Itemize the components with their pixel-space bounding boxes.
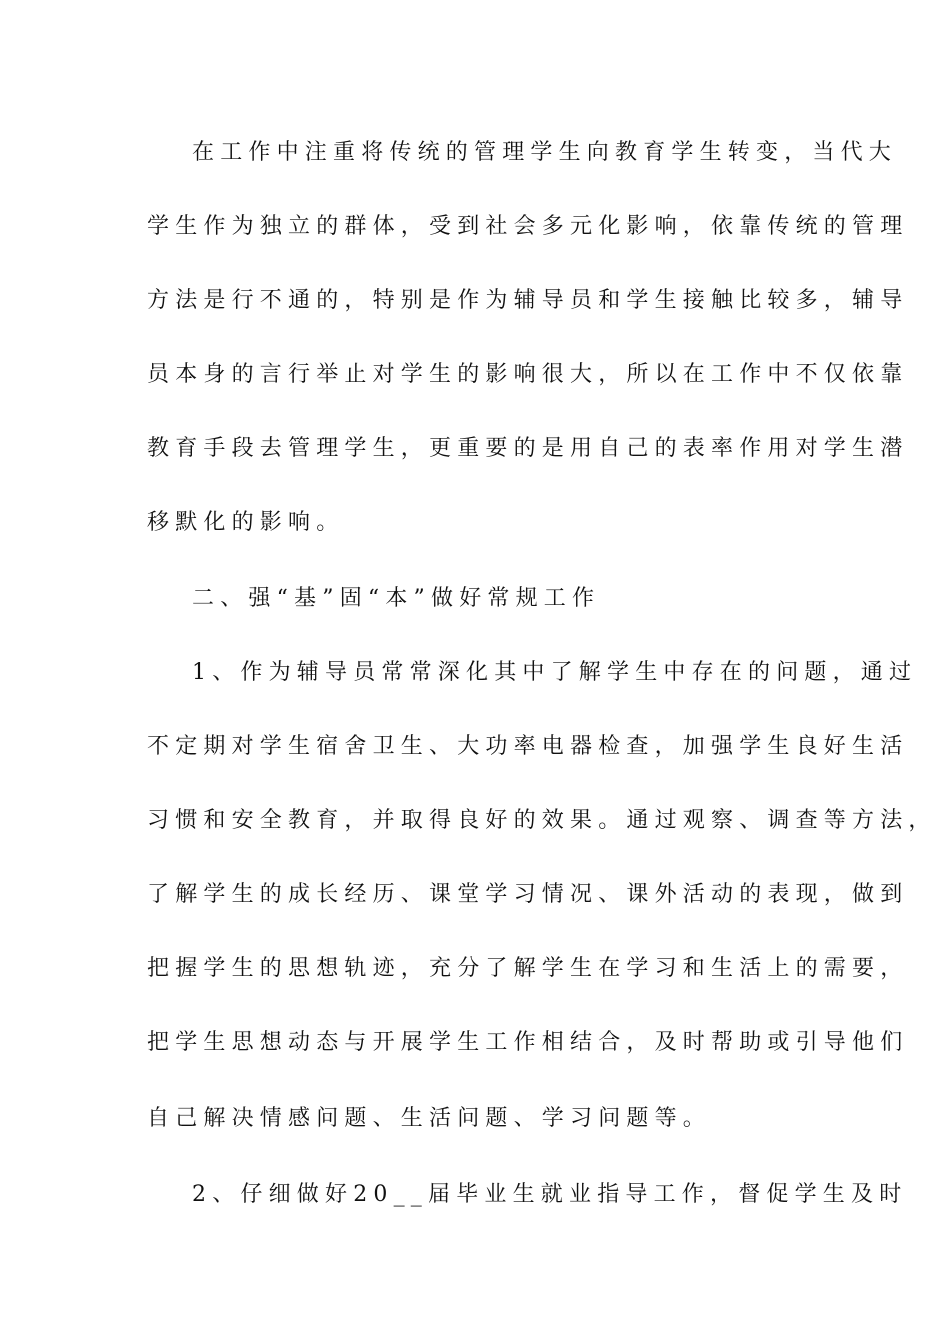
paragraph-line: 了解学生的成长经历、课堂学习情况、课外活动的表现，做到 bbox=[147, 882, 909, 907]
paragraph-line: 自己解决情感问题、生活问题、学习问题等。 bbox=[147, 1106, 712, 1131]
paragraph-line: 把学生思想动态与开展学生工作相结合，及时帮助或引导他们 bbox=[147, 1030, 909, 1055]
paragraph-line: 方法是行不通的，特别是作为辅导员和学生接触比较多，辅导 bbox=[147, 288, 909, 313]
paragraph-line: 教育手段去管理学生，更重要的是用自己的表率作用对学生潜 bbox=[147, 436, 909, 461]
paragraph-line: 1、作为辅导员常常深化其中了解学生中存在的问题，通过 bbox=[192, 660, 918, 685]
paragraph-line: 2、仔细做好20__届毕业生就业指导工作，督促学生及时 bbox=[192, 1182, 908, 1207]
paragraph-line: 移默化的影响。 bbox=[147, 510, 345, 535]
paragraph-line: 学生作为独立的群体，受到社会多元化影响，依靠传统的管理 bbox=[147, 214, 909, 239]
paragraph-line: 把握学生的思想轨迹，充分了解学生在学习和生活上的需要， bbox=[147, 956, 909, 981]
paragraph-line: 员本身的言行举止对学生的影响很大，所以在工作中不仅依靠 bbox=[147, 362, 909, 387]
paragraph-line: 在工作中注重将传统的管理学生向教育学生转变，当代大 bbox=[192, 140, 898, 165]
paragraph-line: 习惯和安全教育，并取得良好的效果。通过观察、调查等方法， bbox=[147, 808, 937, 833]
paragraph-line: 不定期对学生宿舍卫生、大功率电器检查，加强学生良好生活 bbox=[147, 734, 909, 759]
section-heading: 二、强“基”固“本”做好常规工作 bbox=[192, 586, 601, 611]
